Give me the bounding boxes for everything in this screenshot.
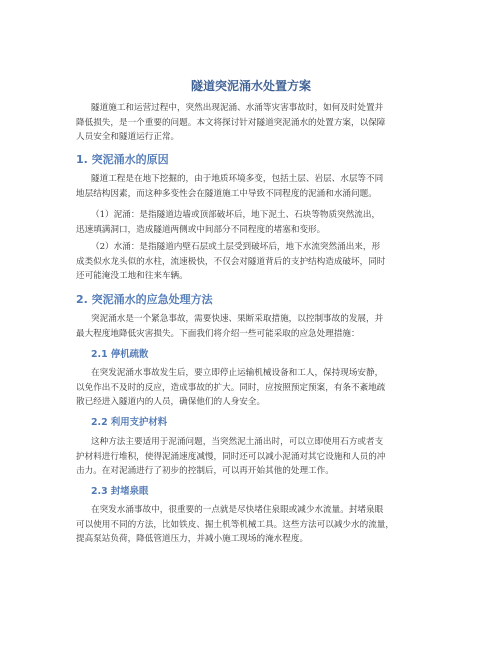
intro-paragraph bbox=[76, 101, 385, 145]
subsection-2-3-paragraph bbox=[76, 503, 394, 547]
section-2-intro bbox=[76, 312, 383, 341]
text-line: 成类似水龙头似的水柱，流速极快，不仅会对隧道背后的支护结构造成破坏，同时 bbox=[76, 256, 386, 267]
text-line: 隧道工程是在地下挖掘的，由于地质环境多变，包括土层、岩层、水层等不同 bbox=[91, 174, 384, 184]
text-line: （1）泥涌：是指隧道边墙或顶部破坏后，地下泥土、石块等物质突然流出， bbox=[91, 210, 381, 220]
text-line: 提高泵站负荷，降低管道压力，并减小施工现场的淹水程度。 bbox=[76, 534, 309, 545]
subsection-2-2-paragraph bbox=[76, 435, 385, 479]
text-line: 地层结构因素，而这种多变性会在隧道施工中导致不同程度的泥涌和水涌问题。 bbox=[76, 188, 377, 199]
subsection-2-2-heading: 2.2 利用支护材料 bbox=[91, 417, 168, 428]
text-line: 以免作出不及时的反应，造成事故的扩大。同时，应按照预定预案，有条不紊地疏 bbox=[76, 382, 386, 393]
text-line: （2）水涌：是指隧道内壁石层或土层受到破坏后，地下水流突然涌出来，形 bbox=[91, 242, 381, 252]
text-line: 最大程度地降低灾害损失。下面我们将介绍一些可能采取的应急处理措施： bbox=[76, 328, 360, 339]
text-line: 护材料进行堆积，使得泥涌速度减慢，同时还可以减小泥涌对其它设施和人员的冲 bbox=[76, 451, 386, 462]
text-line: 突泥涌水是一个紧急事故，需要快速、果断采取措施，以控制事故的发展，并 bbox=[91, 314, 384, 324]
subsection-2-3-heading: 2.3 封堵泉眼 bbox=[91, 486, 149, 497]
section-1-paragraph-2 bbox=[76, 208, 380, 237]
section-1-paragraph-3 bbox=[76, 240, 385, 284]
text-line: 这种方法主要适用于泥涌问题，当突然泥土涌出时，可以立即使用石方或者支 bbox=[91, 437, 384, 447]
section-1-paragraph-1 bbox=[76, 172, 383, 201]
text-line: 还可能淹没工地和往来车辆。 bbox=[76, 271, 188, 282]
section-1-heading: 1. 突泥涌水的原因 bbox=[76, 153, 169, 166]
document-title: 隧道突泥涌水处置方案 bbox=[190, 79, 311, 93]
text-line: 在突发泥涌水事故发生后，要立即停止运输机械设备和工人，保持现场安静， bbox=[91, 368, 384, 378]
subsection-2-1-heading: 2.1 停机疏散 bbox=[91, 349, 149, 360]
subsection-2-1-paragraph bbox=[76, 366, 385, 410]
text-line: 迅速填满洞口，造成隧道两侧或中间部分不同程度的堵塞和变形。 bbox=[76, 224, 326, 235]
text-line: 人员安全和隧道运行正常。 bbox=[76, 132, 180, 143]
text-line: 可以使用不同的方法，比如铁皮、掘土机等机械工具。这些方法可以减少水的流量， bbox=[76, 519, 394, 530]
text-line: 散已经进入隧道内的人员，确保他们的人身安全。 bbox=[76, 397, 266, 408]
section-2-heading: 2. 突泥涌水的应急处理方法 bbox=[76, 293, 213, 306]
text-line: 降低损失，是一个重要的问题。本文将探讨针对隧道突泥涌水的处置方案，以保障 bbox=[76, 117, 386, 128]
text-line: 击力。在对泥涌进行了初步的控制后，可以再开始其他的处理工作。 bbox=[76, 466, 334, 477]
text-line: 在突发水涌事故中，很重要的一点就是尽快堵住泉眼或减少水流量。封堵泉眼 bbox=[91, 505, 384, 515]
text-line: 隧道施工和运营过程中，突然出现泥涌、水涌等灾害事故时，如何及时处置并 bbox=[91, 103, 384, 113]
